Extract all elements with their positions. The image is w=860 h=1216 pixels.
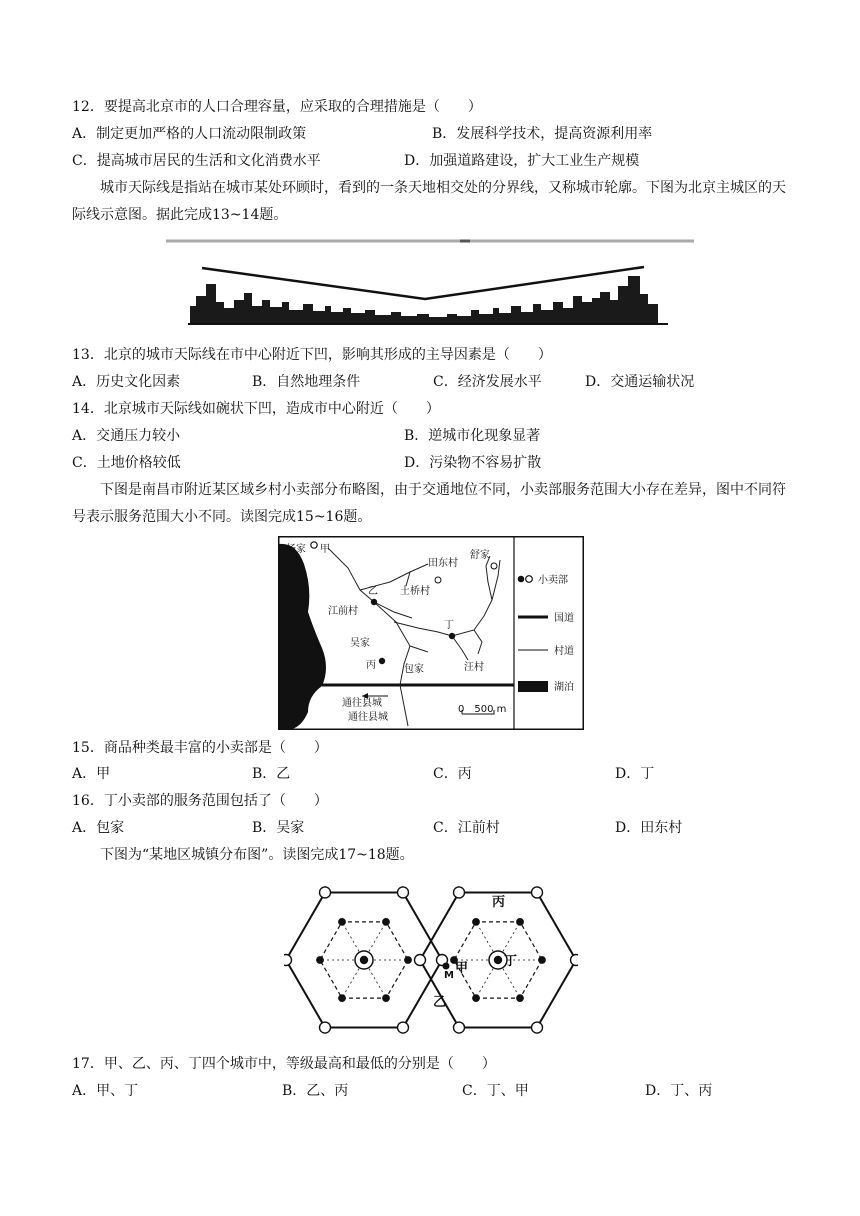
q15-option-b[interactable]: B．乙 bbox=[252, 766, 291, 782]
lake-shape bbox=[279, 544, 326, 729]
label-wujia: 吴家 bbox=[350, 638, 370, 649]
inner-town-0-2 bbox=[339, 995, 345, 1001]
label-jia: 甲 bbox=[455, 961, 469, 976]
inner-town-0-5 bbox=[383, 919, 389, 925]
inner-town-1-2 bbox=[473, 995, 479, 1001]
outer-town-0-3 bbox=[284, 955, 292, 966]
q14-option-a[interactable]: A．交通压力较小 bbox=[72, 428, 181, 444]
q13-option-d[interactable]: D．交通运输状况 bbox=[585, 374, 695, 390]
q16-option-a[interactable]: A．包家 bbox=[72, 820, 125, 836]
legend-national-label: 国道 bbox=[554, 613, 574, 624]
label-shuqiao: 舒家 bbox=[470, 550, 490, 561]
q12-stem: 12．要提高北京市的人口合理容量，应采取的合理措施是（ ） bbox=[72, 99, 482, 115]
inner-town-0-4 bbox=[339, 919, 345, 925]
legend-lake-label: 湖泊 bbox=[554, 682, 574, 693]
label-to-county-1: 通往县城 bbox=[342, 698, 382, 709]
label-yangjia: 杨家 bbox=[286, 544, 306, 555]
inner-town-0-1 bbox=[383, 995, 389, 1001]
shop-yi-marker bbox=[371, 599, 377, 605]
q17-option-c[interactable]: C．丁、甲 bbox=[462, 1083, 529, 1099]
shop-ding-marker bbox=[449, 633, 455, 639]
inner-town-1-4 bbox=[473, 919, 479, 925]
label-baojia: 包家 bbox=[404, 664, 424, 675]
label-jia: 甲 bbox=[320, 544, 330, 555]
inner-town-0-0 bbox=[405, 957, 411, 963]
inner-town-1-1 bbox=[517, 995, 523, 1001]
outer-town-1-4 bbox=[454, 887, 465, 898]
q12-option-a[interactable]: A．制定更加严格的人口流动限制政策 bbox=[72, 126, 307, 142]
town-distribution-map bbox=[284, 868, 578, 1046]
q14-option-c[interactable]: C．土地价格较低 bbox=[72, 455, 181, 471]
shop-jia-marker bbox=[311, 542, 317, 548]
label-to-county-2: 通往县城 bbox=[348, 712, 388, 723]
outer-town-0-2 bbox=[320, 1022, 331, 1033]
intro-17-18: 下图为“某地区城镇分布图”。读图完成17~18题。 bbox=[100, 847, 414, 863]
skyline-figure bbox=[160, 236, 700, 330]
label-tuqiaocun: 土桥村 bbox=[400, 586, 430, 597]
intro-15-16: 下图是南昌市附近某区域乡村小卖部分布略图，由于交通地位不同，小卖部服务范围大小存在差异，图中不同符号表示服务范围大小不同。读图完成15~16题。 bbox=[72, 482, 786, 525]
label-ding: 丁 bbox=[444, 620, 454, 631]
label-ding: 丁 bbox=[504, 954, 518, 969]
q13-option-c[interactable]: C．经济发展水平 bbox=[433, 374, 542, 390]
inner-town-1-0 bbox=[539, 957, 545, 963]
q13-option-b[interactable]: B．自然地理条件 bbox=[252, 374, 361, 390]
outer-town-1-0 bbox=[571, 955, 579, 966]
q14-stem: 14．北京城市天际线如碗状下凹，造成市中心附近（ ） bbox=[72, 401, 440, 417]
q13-stem: 13．北京的城市天际线在市中心附近下凹，影响其形成的主导因素是（ ） bbox=[72, 347, 552, 363]
label-jiangqiancun: 江前村 bbox=[328, 606, 358, 617]
inner-town-1-5 bbox=[517, 919, 523, 925]
shop-bing-marker bbox=[379, 658, 385, 664]
q12-option-b[interactable]: B．发展科学技术，提高资源利用率 bbox=[432, 126, 653, 142]
q16-option-d[interactable]: D．田东村 bbox=[615, 820, 683, 836]
outer-town-1-5 bbox=[532, 887, 543, 898]
q14-option-b[interactable]: B．逆城市化现象显著 bbox=[404, 428, 541, 444]
label-yi: 乙 bbox=[433, 995, 447, 1010]
outer-town-0-5 bbox=[398, 887, 409, 898]
q17-option-d[interactable]: D．丁、丙 bbox=[645, 1083, 713, 1099]
outer-town-1-3 bbox=[415, 955, 426, 966]
inner-town-0-3 bbox=[317, 957, 323, 963]
town-m bbox=[443, 963, 449, 969]
q16-option-c[interactable]: C．江前村 bbox=[433, 820, 500, 836]
rural-shop-map bbox=[278, 536, 584, 730]
label-wangcun: 汪村 bbox=[464, 662, 484, 673]
outer-town-0-4 bbox=[320, 887, 331, 898]
legend-shop-label: 小卖部 bbox=[538, 575, 568, 586]
q16-stem: 16．丁小卖部的服务范围包括了（ ） bbox=[72, 793, 328, 809]
intro-13-14: 城市天际线是指站在城市某处环顾时，看到的一条天地相交处的分界线，又称城市轮廓。下图为北京主城区的天际线示意图。据此完成13~14题。 bbox=[72, 180, 786, 223]
outer-town-1-2 bbox=[454, 1022, 465, 1033]
label-m: M bbox=[444, 970, 454, 981]
central-city-1 bbox=[495, 957, 502, 964]
label-tiandongcun: 田东村 bbox=[428, 558, 458, 569]
q17-option-b[interactable]: B．乙、丙 bbox=[282, 1083, 349, 1099]
label-bing: 丙 bbox=[366, 660, 376, 671]
q13-option-a[interactable]: A．历史文化因素 bbox=[72, 374, 181, 390]
q12-option-d[interactable]: D．加强道路建设，扩大工业生产规模 bbox=[404, 153, 640, 169]
q14-option-d[interactable]: D．污染物不容易扩散 bbox=[404, 455, 542, 471]
q16-option-b[interactable]: B．吴家 bbox=[252, 820, 305, 836]
label-bing: 丙 bbox=[492, 895, 506, 910]
label-yi: 乙 bbox=[368, 586, 378, 597]
q15-option-d[interactable]: D．丁 bbox=[615, 766, 655, 782]
legend-village-label: 村道 bbox=[554, 646, 574, 657]
outer-town-1-1 bbox=[532, 1022, 543, 1033]
q17-stem: 17．甲、乙、丙、丁四个城市中，等级最高和最低的分别是（ ） bbox=[72, 1056, 496, 1072]
central-city-0 bbox=[361, 957, 368, 964]
label-scale: 0 500 m bbox=[458, 704, 507, 715]
q15-stem: 15．商品种类最丰富的小卖部是（ ） bbox=[72, 740, 328, 756]
q17-option-a[interactable]: A．甲、丁 bbox=[72, 1083, 139, 1099]
q12-option-c[interactable]: C．提高城市居民的生活和文化消费水平 bbox=[72, 153, 321, 169]
q15-option-c[interactable]: C．丙 bbox=[433, 766, 472, 782]
q15-option-a[interactable]: A．甲 bbox=[72, 766, 111, 782]
outer-town-0-1 bbox=[398, 1022, 409, 1033]
